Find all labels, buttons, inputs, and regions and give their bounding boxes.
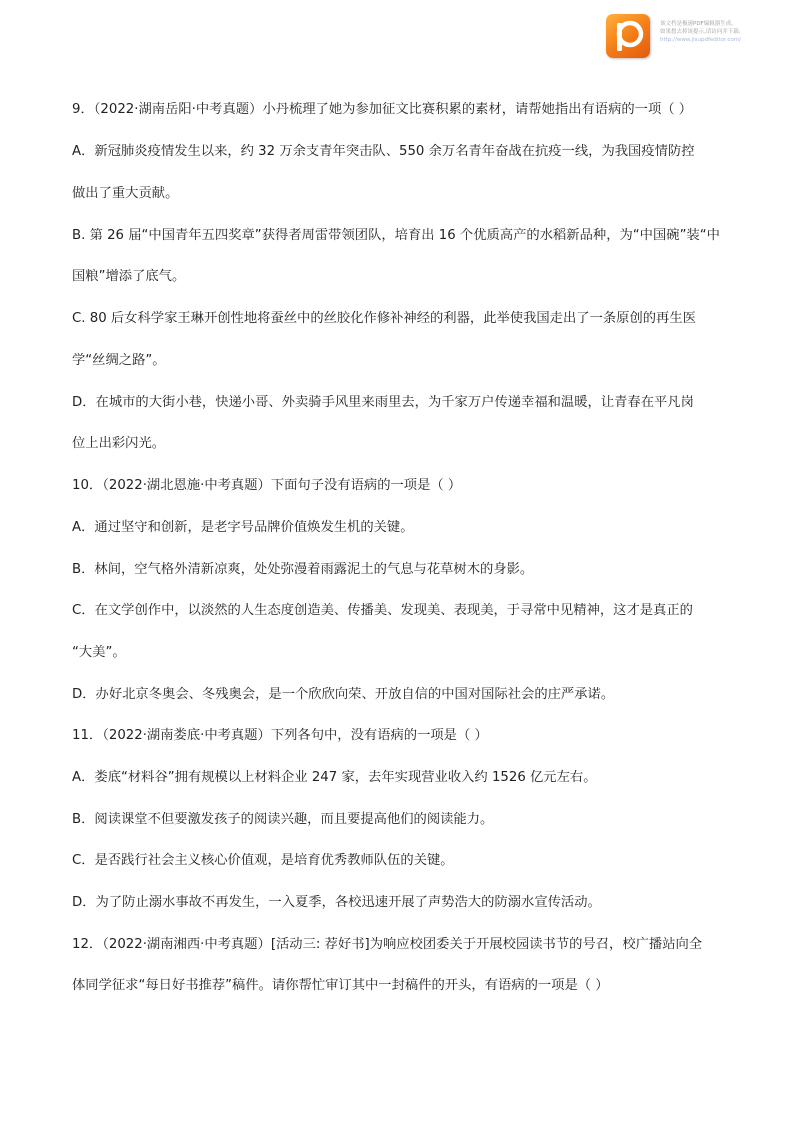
header-note-line-1: 该文档是极速PDF编辑器生成, [660,21,733,27]
question-9-option-b: B. 第 26 届“中国青年五四奖章”获得者周雷带领团队，培育出 16 个优质高产的水稻新品种，为“中国碗”装“中 [72,228,720,243]
question-10-stem: 10．（2022·湖北恩施·中考真题）下面句子没有语病的一项是（ ） [72,478,462,493]
question-11-option-a: A．娄底“材料谷”拥有规模以上材料企业 247 家，去年实现营业收入约 1526 亿元左右。 [72,770,597,785]
question-12-stem: 12．（2022·湖南湘西·中考真题）[活动三: 荐好书]为响应校团委关于开展校园读书节的号召，校广播站向全 [72,937,703,952]
question-9-option-a: A．新冠肺炎疫情发生以来，约 32 万余支青年突击队、550 余万名青年奋战在抗疫一线，为我国疫情防控 [72,144,695,159]
question-10-option-c: C．在文学创作中，以淡然的人生态度创造美、传播美、发现美、表现美，于寻常中见精神，这才是真正的 [72,603,693,618]
question-9-option-d: D．在城市的大街小巷，快递小哥、外卖骑手风里来雨里去，为千家万户传递幸福和温暖，让青春在平凡岗 [72,395,694,410]
question-11-option-b: B．阅读课堂不但要激发孩子的阅读兴趣，而且要提高他们的阅读能力。 [72,812,494,827]
question-12-stem-cont: 体同学征求“每日好书推荐”稿件。请你帮忙审订其中一封稿件的开头，有语病的一项是（ ） [72,978,609,993]
question-9-option-c: C. 80 后女科学家王琳开创性地将蚕丝中的丝胶化作修补神经的利器，此举使我国走出了一条原创的再生医 [72,311,696,326]
pdf-editor-logo [606,14,650,58]
question-10-option-a: A．通过坚守和创新，是老字号品牌价值焕发生机的关键。 [72,520,414,535]
question-9-stem: 9．（2022·湖南岳阳·中考真题）小丹梳理了她为参加征文比赛积累的素材，请帮她指出有语病的一项（ ） [72,102,693,117]
question-10-option-b: B．林间，空气格外清新凉爽，处处弥漫着雨露泥土的气息与花草树木的身影。 [72,562,534,577]
question-11-option-d: D．为了防止溺水事故不再发生，一入夏季，各校迅速开展了声势浩大的防溺水宣传活动。 [72,895,601,910]
question-9-option-d-cont: 位上出彩闪光。 [72,436,166,451]
question-11-option-c: C．是否践行社会主义核心价值观，是培育优秀教师队伍的关键。 [72,853,454,868]
pdf-logo-icon [606,14,650,58]
question-9-option-a-cont: 做出了重大贡献。 [72,186,179,201]
question-9-option-c-cont: 学“丝绸之路”。 [72,353,166,368]
question-11-stem: 11．（2022·湖南娄底·中考真题）下列各句中，没有语病的一项是（ ） [72,728,488,743]
header-note-url: http://www.jisupdfeditor.com/ [660,37,741,43]
question-9-option-b-cont: 国粮”增添了底气。 [72,269,186,284]
question-10-option-d: D．办好北京冬奥会、冬残奥会，是一个欣欣向荣、开放自信的中国对国际社会的庄严承诺。 [72,687,615,702]
question-10-option-c-cont: “大美”。 [72,645,126,660]
header-watermark-note [660,20,790,44]
header-note-line-2: 如果想去掉该提示,请访问并下载: [660,29,741,35]
